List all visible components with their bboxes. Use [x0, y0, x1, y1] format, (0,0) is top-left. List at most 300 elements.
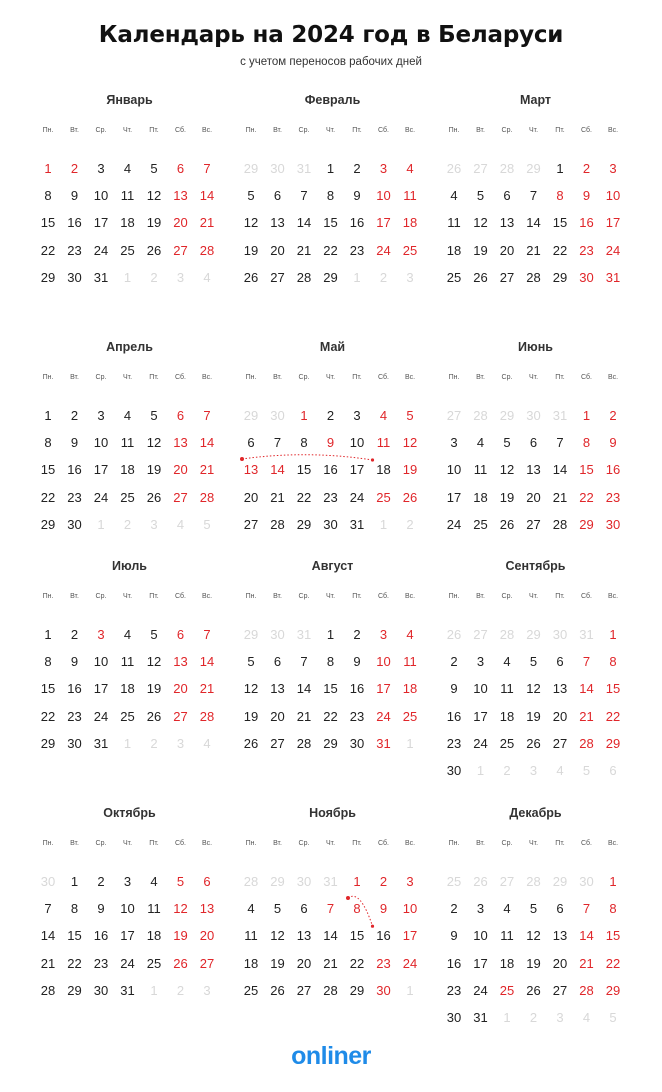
day-cell: 12	[146, 188, 162, 204]
day-cell-holiday: 16	[605, 462, 621, 478]
day-cell: 13	[552, 681, 568, 697]
day-cell-adjacent: 4	[176, 516, 185, 532]
day-cell: 19	[243, 708, 259, 724]
day-cell: 29	[40, 516, 56, 532]
day-cell: 6	[273, 654, 282, 670]
transfer-end-dot	[371, 459, 374, 462]
day-cell-adjacent: 2	[503, 763, 511, 778]
day-cell-adjacent: 27	[473, 161, 488, 176]
day-cell: 9	[70, 435, 79, 451]
day-cell-holiday: 28	[579, 735, 594, 751]
transfer-end-dot	[371, 925, 374, 928]
day-cell: 22	[296, 489, 312, 505]
day-cell: 9	[70, 188, 79, 204]
weekday-label: Пт.	[555, 593, 565, 600]
day-cell-holiday: 5	[406, 408, 414, 423]
day-cell: 14	[526, 215, 541, 231]
day-cell: 25	[446, 269, 462, 285]
day-cell: 17	[473, 708, 488, 724]
weekday-label: Вс.	[607, 840, 619, 847]
day-cell: 12	[499, 462, 515, 478]
day-cell: 15	[349, 928, 365, 944]
day-cell: 8	[300, 435, 308, 451]
weekday-label: Сб.	[377, 593, 389, 600]
weekday-label: Пт.	[555, 374, 565, 381]
day-cell: 12	[146, 654, 162, 670]
day-cell-holiday: 15	[605, 928, 621, 944]
day-cell: 22	[323, 242, 338, 258]
transfer-start-dot	[240, 457, 244, 461]
day-cell: 5	[476, 188, 485, 204]
day-cell: 28	[296, 735, 312, 751]
day-cell: 16	[349, 681, 365, 697]
day-cell-holiday: 11	[376, 435, 391, 451]
day-cell-adjacent: 1	[150, 982, 158, 998]
day-cell-adjacent: 25	[446, 874, 462, 889]
day-cell-holiday: 14	[199, 188, 215, 204]
day-cell: 14	[296, 681, 312, 697]
day-cell: 28	[296, 269, 312, 285]
day-cell: 5	[247, 654, 255, 670]
weekday-label: Вт.	[273, 593, 282, 600]
day-cell: 30	[446, 1010, 462, 1025]
weekday-label: Сб.	[580, 840, 592, 847]
day-cell: 12	[243, 681, 259, 697]
day-cell: 4	[476, 435, 485, 451]
day-cell-holiday: 10	[376, 654, 391, 670]
day-cell: 13	[270, 681, 285, 697]
day-cell-holiday: 8	[556, 188, 564, 204]
day-cell: 27	[552, 735, 568, 751]
day-cell: 14	[296, 215, 312, 231]
day-cell: 7	[273, 435, 282, 451]
day-cell: 1	[556, 161, 564, 176]
transfer-curve	[348, 896, 373, 926]
day-cell: 26	[473, 269, 488, 285]
day-cell: 14	[552, 462, 568, 478]
weekday-label: Вт.	[70, 127, 79, 134]
day-cell: 2	[70, 408, 79, 423]
weekday-label: Сб.	[377, 840, 389, 847]
weekday-label: Чт.	[528, 593, 539, 600]
day-cell-holiday: 12	[173, 901, 188, 917]
weekday-label: Пн.	[42, 127, 54, 134]
weekday-label: Сб.	[174, 840, 186, 847]
day-cell: 29	[67, 982, 82, 998]
day-cell: 16	[67, 462, 82, 478]
weekday-label: Ср.	[298, 840, 310, 847]
weekday-label: Пн.	[42, 374, 54, 381]
day-cell: 30	[349, 735, 365, 751]
day-cell-adjacent: 29	[243, 627, 259, 642]
day-cell: 23	[446, 982, 462, 998]
day-cell: 29	[296, 516, 312, 532]
day-cell: 6	[529, 435, 538, 451]
day-cell: 25	[243, 982, 259, 998]
day-cell-adjacent: 29	[243, 161, 259, 176]
day-cell: 25	[120, 708, 135, 724]
onliner-logo[interactable]: onliner	[291, 1042, 371, 1070]
day-cell: 19	[270, 955, 285, 971]
day-cell-holiday: 6	[176, 161, 185, 176]
weekday-label: Ср.	[95, 593, 107, 600]
day-cell-adjacent: 29	[270, 874, 285, 889]
day-cell: 18	[146, 928, 162, 944]
day-cell: 25	[499, 735, 515, 751]
day-cell-holiday: 24	[605, 242, 621, 258]
day-cell-holiday: 21	[199, 462, 215, 478]
month-name: Январь	[106, 93, 153, 107]
day-cell: 18	[473, 489, 488, 505]
day-cell: 7	[300, 654, 308, 670]
day-cell-adjacent: 5	[609, 1010, 617, 1025]
day-cell: 27	[526, 516, 541, 532]
day-cell-adjacent: 4	[203, 269, 211, 285]
month-name: Апрель	[106, 340, 153, 354]
day-cell-holiday: 17	[376, 681, 391, 697]
weekday-label: Вс.	[607, 374, 619, 381]
day-cell-holiday: 4	[406, 627, 414, 642]
day-cell-holiday: 7	[582, 654, 591, 670]
day-cell: 20	[270, 242, 285, 258]
day-cell-holiday: 2	[609, 408, 617, 423]
day-cell-holiday: 24	[376, 708, 391, 724]
workday-transfer-arrow	[342, 886, 379, 932]
day-cell: 21	[526, 242, 541, 258]
day-cell-adjacent: 31	[552, 408, 568, 423]
day-cell-holiday: 30	[579, 269, 594, 285]
day-cell: 26	[243, 269, 259, 285]
day-cell: 24	[93, 242, 109, 258]
day-cell-holiday: 19	[402, 462, 418, 478]
day-cell-adjacent: 4	[556, 763, 564, 778]
day-cell-adjacent: 1	[123, 735, 132, 751]
day-cell: 1	[44, 408, 52, 423]
weekday-label: Ср.	[95, 127, 107, 134]
day-cell: 28	[526, 269, 541, 285]
weekday-label: Вт.	[70, 593, 79, 600]
day-cell: 11	[473, 462, 488, 478]
day-cell: 31	[120, 982, 135, 998]
day-cell-holiday: 1	[582, 408, 591, 423]
day-cell: 31	[349, 516, 365, 532]
weekday-label: Вс.	[404, 374, 416, 381]
day-cell: 21	[323, 955, 338, 971]
transfer-curve	[242, 455, 373, 460]
weekday-label: Ср.	[501, 840, 513, 847]
day-cell-holiday: 21	[199, 215, 215, 231]
day-cell: 26	[146, 708, 162, 724]
day-cell: 7	[300, 188, 308, 204]
weekday-label: Вс.	[404, 127, 416, 134]
day-cell-adjacent: 30	[579, 874, 594, 889]
day-cell-adjacent: 3	[203, 982, 211, 998]
day-cell-holiday: 18	[402, 681, 418, 697]
day-cell: 9	[70, 654, 79, 670]
day-cell: 24	[93, 489, 109, 505]
weekday-label: Пт.	[352, 593, 362, 600]
weekday-label: Сб.	[174, 593, 186, 600]
day-cell: 14	[323, 928, 338, 944]
day-cell-adjacent: 2	[176, 982, 185, 998]
weekday-label: Пн.	[42, 593, 54, 600]
day-cell-adjacent: 26	[446, 627, 462, 642]
day-cell-adjacent: 29	[526, 627, 541, 642]
day-cell-holiday: 29	[605, 735, 621, 751]
day-cell-holiday: 18	[402, 215, 418, 231]
day-cell-holiday: 22	[579, 489, 594, 505]
day-cell-holiday: 15	[579, 462, 594, 478]
day-cell: 29	[323, 735, 338, 751]
day-cell-holiday: 2	[582, 161, 591, 176]
day-cell-holiday: 26	[173, 955, 188, 971]
day-cell: 20	[499, 242, 515, 258]
day-cell-adjacent: 1	[353, 269, 361, 285]
weekday-label: Пт.	[555, 127, 565, 134]
day-cell: 11	[120, 435, 135, 451]
day-cell: 12	[243, 215, 259, 231]
day-cell-adjacent: 2	[406, 516, 414, 532]
day-cell: 30	[93, 982, 109, 998]
day-cell-holiday: 14	[270, 462, 285, 478]
day-cell: 17	[93, 681, 109, 697]
month-name: Октябрь	[103, 806, 156, 820]
day-cell: 5	[503, 435, 511, 451]
weekday-label: Вс.	[404, 593, 416, 600]
workday-transfer-arrow	[236, 447, 379, 466]
month-name: Декабрь	[509, 806, 562, 820]
day-cell-adjacent: 2	[150, 735, 158, 751]
day-cell-holiday: 25	[376, 489, 391, 505]
day-cell: 1	[326, 161, 335, 176]
weekday-label: Ср.	[501, 374, 513, 381]
day-cell: 10	[93, 188, 109, 204]
weekday-label: Вт.	[273, 127, 282, 134]
day-cell-holiday: 29	[605, 982, 621, 998]
weekday-label: Вс.	[201, 374, 213, 381]
day-cell: 11	[447, 215, 461, 231]
day-cell-holiday: 13	[173, 654, 188, 670]
day-cell-holiday: 1	[609, 627, 617, 642]
day-cell-adjacent: 5	[203, 516, 211, 532]
day-cell-adjacent: 28	[243, 874, 259, 889]
day-cell-adjacent: 3	[150, 516, 158, 532]
day-cell: 5	[529, 654, 538, 670]
day-cell-holiday: 25	[499, 982, 515, 998]
day-cell: 25	[146, 955, 162, 971]
weekday-label: Пн.	[448, 593, 460, 600]
day-cell: 3	[97, 161, 105, 176]
day-cell: 28	[552, 516, 568, 532]
day-cell-holiday: 20	[173, 681, 188, 697]
day-cell: 4	[123, 161, 132, 176]
day-cell: 1	[326, 627, 335, 642]
weekday-label: Сб.	[580, 593, 592, 600]
day-cell: 1	[44, 627, 52, 642]
day-cell: 6	[556, 654, 564, 670]
weekday-label: Пн.	[448, 374, 460, 381]
weekday-label: Вт.	[70, 840, 79, 847]
day-cell: 20	[526, 489, 541, 505]
day-cell: 3	[476, 901, 485, 917]
day-cell: 13	[296, 928, 312, 944]
day-cell-adjacent: 28	[526, 874, 541, 889]
day-cell-adjacent: 4	[582, 1010, 591, 1025]
day-cell-holiday: 27	[199, 955, 215, 971]
weekday-label: Пн.	[245, 374, 257, 381]
day-cell-holiday: 28	[579, 982, 594, 998]
day-cell: 6	[247, 435, 255, 451]
day-cell: 29	[349, 982, 365, 998]
day-cell: 16	[323, 462, 338, 478]
day-cell: 3	[353, 408, 361, 423]
day-cell-adjacent: 1	[503, 1010, 511, 1025]
day-cell-holiday: 2	[379, 874, 388, 889]
day-cell: 18	[120, 681, 135, 697]
day-cell: 26	[243, 735, 259, 751]
day-cell-holiday: 28	[199, 242, 215, 258]
day-cell: 24	[446, 516, 462, 532]
day-cell: 5	[150, 408, 158, 423]
day-cell: 9	[353, 188, 361, 204]
weekday-label: Пн.	[448, 127, 460, 134]
day-cell-holiday: 21	[579, 708, 594, 724]
transfer-start-dot	[346, 896, 350, 900]
day-cell-adjacent: 2	[379, 269, 388, 285]
day-cell: 26	[270, 982, 285, 998]
day-cell: 17	[93, 215, 109, 231]
day-cell-adjacent: 26	[473, 874, 488, 889]
day-cell-adjacent: 31	[296, 627, 312, 642]
day-cell: 9	[97, 901, 105, 917]
day-cell: 15	[40, 681, 56, 697]
day-cell-adjacent: 5	[582, 763, 591, 778]
day-cell-holiday: 24	[402, 955, 418, 971]
day-cell: 27	[243, 516, 259, 532]
day-cell: 18	[376, 462, 391, 478]
month-name: Февраль	[304, 93, 361, 107]
day-cell-holiday: 23	[376, 955, 391, 971]
day-cell: 26	[526, 982, 541, 998]
month-name: Июль	[112, 559, 147, 573]
day-cell-adjacent: 28	[499, 627, 515, 642]
day-cell-adjacent: 30	[270, 408, 285, 423]
weekday-label: Пт.	[555, 840, 565, 847]
day-cell-adjacent: 1	[97, 516, 105, 532]
day-cell: 27	[499, 269, 515, 285]
day-cell: 10	[93, 435, 109, 451]
day-cell-adjacent: 27	[473, 627, 488, 642]
day-cell: 4	[503, 654, 511, 670]
day-cell: 13	[552, 928, 568, 944]
weekday-label: Чт.	[122, 840, 133, 847]
day-cell: 3	[97, 408, 105, 423]
weekday-label: Пт.	[352, 374, 362, 381]
weekday-label: Чт.	[325, 840, 336, 847]
day-cell: 26	[146, 242, 162, 258]
day-cell: 15	[40, 462, 56, 478]
day-cell: 30	[446, 763, 462, 778]
day-cell: 19	[499, 489, 515, 505]
day-cell-holiday: 28	[199, 708, 215, 724]
month-name: Май	[319, 340, 346, 354]
day-cell-adjacent: 4	[203, 735, 211, 751]
day-cell-holiday: 12	[402, 435, 418, 451]
day-cell: 17	[93, 462, 109, 478]
day-cell: 18	[120, 462, 135, 478]
day-cell-adjacent: 29	[243, 408, 259, 423]
day-cell: 22	[40, 489, 56, 505]
day-cell: 8	[70, 901, 79, 917]
day-cell-holiday: 1	[44, 161, 52, 176]
day-cell: 16	[349, 215, 365, 231]
day-cell: 23	[349, 708, 365, 724]
day-cell: 6	[300, 901, 308, 917]
day-cell: 23	[93, 955, 109, 971]
day-cell: 2	[450, 901, 458, 917]
day-cell-adjacent: 1	[123, 269, 132, 285]
day-cell-holiday: 31	[605, 269, 621, 285]
day-cell: 19	[526, 708, 541, 724]
day-cell: 25	[473, 516, 488, 532]
month-name: Июнь	[518, 340, 553, 354]
day-cell-holiday: 10	[402, 901, 418, 917]
day-cell: 2	[353, 161, 361, 176]
weekday-label: Пн.	[42, 840, 54, 847]
day-cell: 2	[70, 627, 79, 642]
day-cell: 11	[120, 188, 135, 204]
day-cell-holiday: 20	[173, 215, 188, 231]
day-cell: 12	[473, 215, 488, 231]
day-cell-holiday: 14	[579, 681, 594, 697]
day-cell-holiday: 22	[605, 955, 621, 971]
day-cell: 13	[499, 215, 515, 231]
day-cell-holiday: 4	[379, 408, 388, 423]
weekday-label: Чт.	[122, 127, 133, 134]
day-cell: 20	[552, 708, 568, 724]
day-cell-adjacent: 3	[529, 763, 538, 778]
day-cell: 5	[247, 188, 255, 204]
day-cell: 7	[556, 435, 564, 451]
day-cell: 20	[296, 955, 312, 971]
day-cell: 19	[146, 215, 162, 231]
day-cell: 23	[67, 708, 82, 724]
day-cell-holiday: 11	[403, 654, 417, 670]
day-cell-holiday: 1	[609, 874, 617, 889]
day-cell-holiday: 21	[579, 955, 594, 971]
day-cell-holiday: 8	[609, 901, 617, 917]
day-cell: 7	[44, 901, 52, 917]
day-cell: 8	[326, 654, 335, 670]
day-cell: 5	[150, 627, 158, 642]
day-cell: 15	[67, 928, 82, 944]
day-cell-holiday: 29	[579, 516, 594, 532]
day-cell-adjacent: 30	[296, 874, 312, 889]
weekday-label: Вс.	[607, 593, 619, 600]
day-cell-holiday: 15	[605, 681, 621, 697]
day-cell: 2	[353, 627, 361, 642]
day-cell-adjacent: 2	[529, 1010, 538, 1025]
day-cell-adjacent: 1	[379, 516, 388, 532]
day-cell: 24	[120, 955, 135, 971]
month-name: Август	[311, 559, 354, 573]
weekday-label: Вс.	[201, 127, 213, 134]
day-cell-holiday: 26	[402, 489, 418, 505]
day-cell: 22	[323, 708, 338, 724]
day-cell: 31	[93, 269, 109, 285]
day-cell: 4	[450, 188, 458, 204]
weekday-label: Вс.	[201, 840, 213, 847]
